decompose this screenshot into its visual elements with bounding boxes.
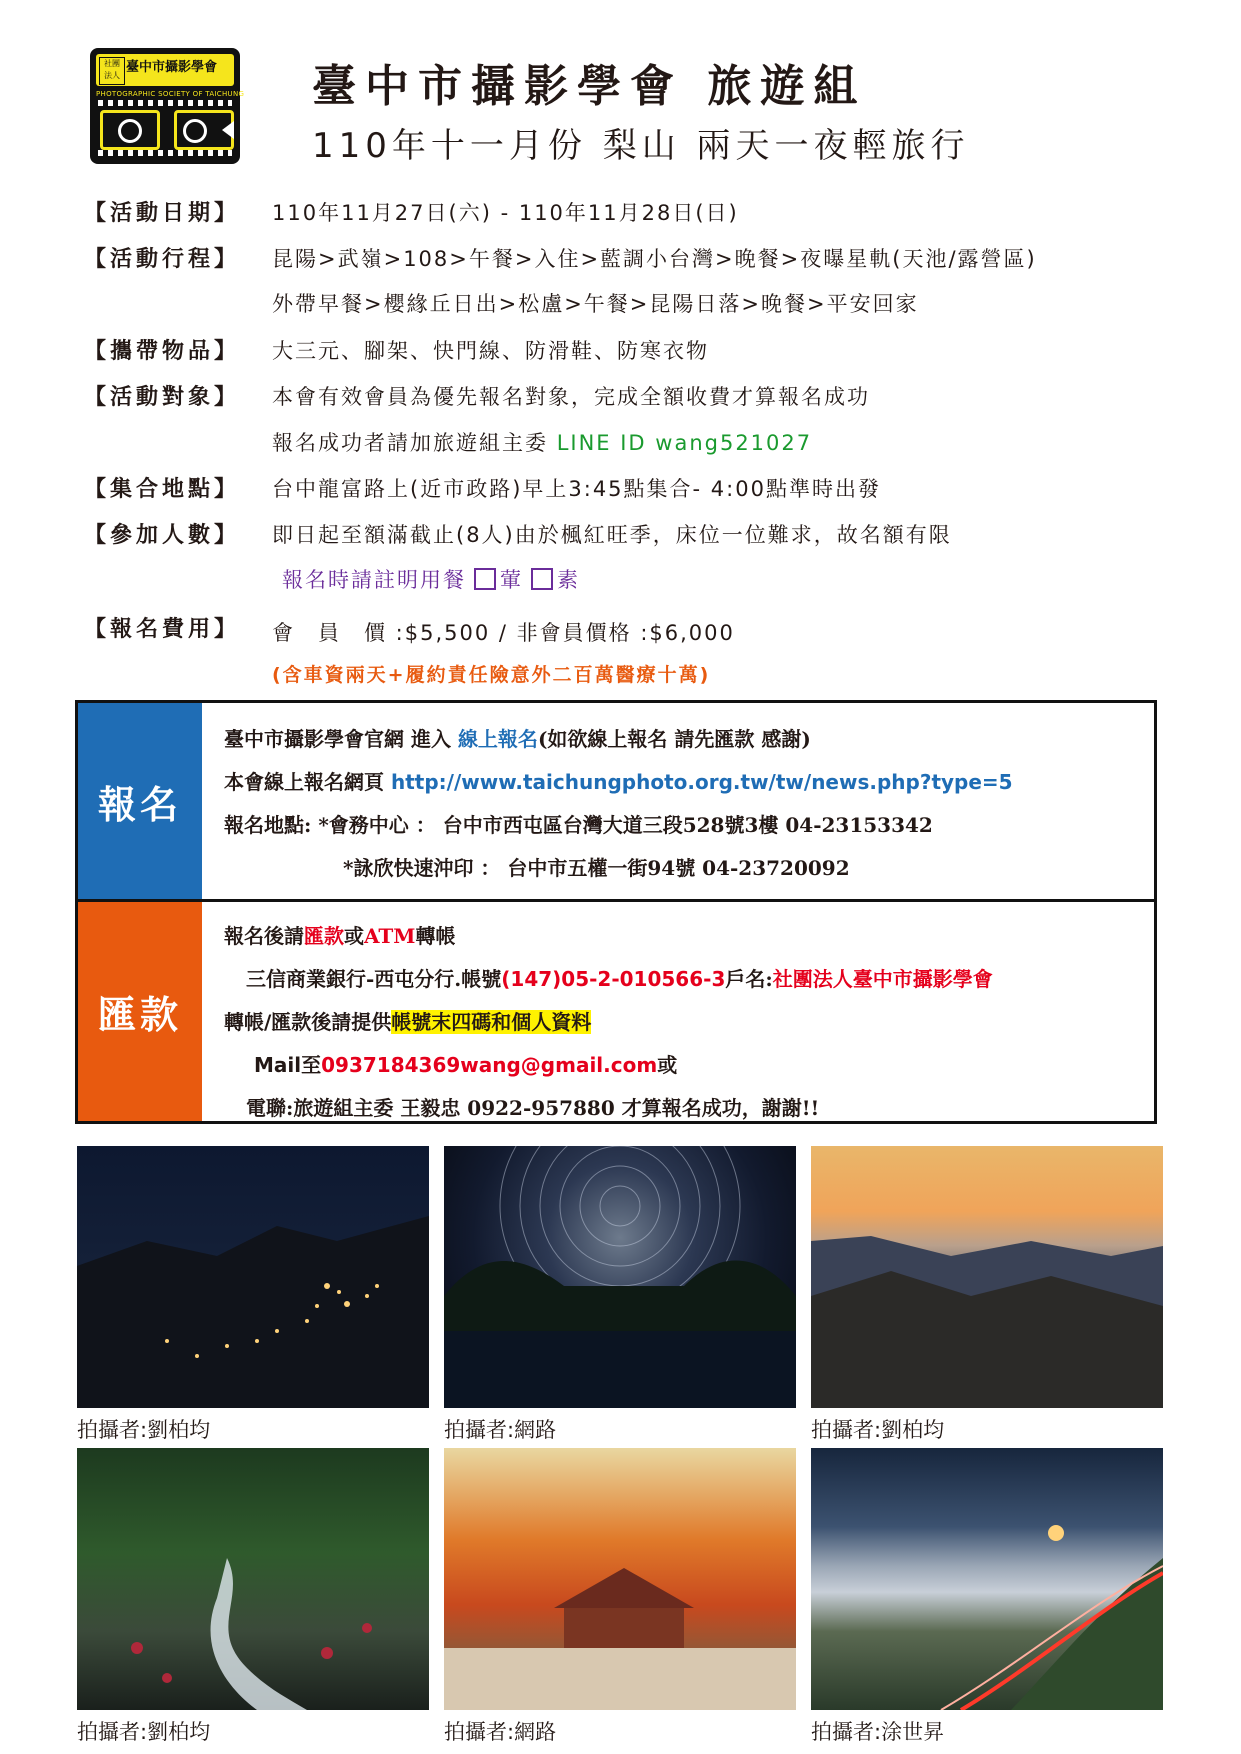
payment-line1-b: 匯款 xyxy=(304,924,344,948)
camera-icon xyxy=(100,110,160,150)
payment-tag: 匯款 xyxy=(78,902,202,1121)
payment-line3 xyxy=(224,1006,591,1035)
itinerary-label: 【活動行程】 xyxy=(84,247,241,272)
photo-star-trails xyxy=(444,1146,796,1408)
payment-line3-highlight: 帳號末四碼和個人資料 xyxy=(391,1010,592,1034)
itinerary-line1: 昆陽>武嶺>108>午餐>入住>藍調小台灣>晚餐>夜曝星軌(天池/露營區) xyxy=(272,247,1037,271)
registration-line2 xyxy=(224,766,1013,795)
payment-line4 xyxy=(254,1049,677,1078)
registration-line1-text: 臺中市攝影學會官網 進入 xyxy=(224,727,458,751)
photo-forest-stream xyxy=(77,1448,429,1710)
items-label: 【攜帶物品】 xyxy=(84,339,241,364)
payment-row xyxy=(78,902,1154,1121)
date-value: 110年11月27日(六) - 110年11月28日(日) xyxy=(272,201,739,225)
payment-line1 xyxy=(224,920,455,949)
logo-name: 臺中市攝影學會 xyxy=(126,60,218,75)
date-label: 【活動日期】 xyxy=(84,201,241,226)
photo-caption-3: 拍攝者:劉柏均 xyxy=(811,1418,945,1442)
photo-maple-cabin xyxy=(444,1448,796,1710)
headcount-label: 【參加人數】 xyxy=(84,523,241,548)
contact-email-link[interactable]: 0937184369wang@gmail.com xyxy=(321,1053,658,1077)
logo-seal: 社團 法人 xyxy=(99,57,125,85)
page-subtitle: 110年十一月份 梨山 兩天一夜輕旅行 xyxy=(312,126,970,166)
target-line2 xyxy=(272,427,812,457)
account-name-label: 戶名: xyxy=(725,967,773,991)
meeting-value: 台中龍富路上(近市政路)早上3:45點集合- 4:00點準時出發 xyxy=(272,477,881,501)
payment-line1-d: ATM xyxy=(364,924,416,948)
account-number: (147)05-2-010566-3 xyxy=(501,967,726,991)
payment-line4-a: Mail至 xyxy=(254,1053,322,1077)
meal-note-text: 報名時請註明用餐 xyxy=(282,568,466,592)
payment-line3-a: 轉帳/匯款後請提供 xyxy=(224,1010,392,1034)
registration-table xyxy=(75,700,1157,1124)
page-title: 臺中市攝影學會 旅遊組 xyxy=(312,61,867,112)
photo-caption-2: 拍攝者:網路 xyxy=(444,1418,557,1442)
payment-line4-c: 或 xyxy=(657,1053,678,1077)
photo-caption-1: 拍攝者:劉柏均 xyxy=(77,1418,211,1442)
items-value: 大三元、腳架、快門線、防滑鞋、防寒衣物 xyxy=(272,339,709,363)
registration-line1 xyxy=(224,723,811,752)
registration-tag: 報名 xyxy=(78,703,202,899)
payment-line1-e: 轉帳 xyxy=(415,924,456,948)
photo-caption-5: 拍攝者:網路 xyxy=(444,1720,557,1744)
payment-line2 xyxy=(246,963,993,992)
target-line1: 本會有效會員為優先報名對象，完成全額收費才算報名成功 xyxy=(272,385,870,409)
meal-note xyxy=(282,564,580,594)
line-id: LINE ID wang521027 xyxy=(556,431,813,455)
headcount-value: 即日起至額滿截止(8人)由於楓紅旺季，床位一位難求，故名額有限 xyxy=(272,523,952,547)
meal-option-veg: 素 xyxy=(557,568,580,592)
society-logo xyxy=(90,48,245,164)
itinerary-line2: 外帶早餐>櫻緣丘日出>松盧>午餐>昆陽日落>晚餐>平安回家 xyxy=(272,292,919,316)
film-perforation-bottom xyxy=(98,150,232,156)
meal-checkbox-meat[interactable] xyxy=(474,568,496,590)
fee-value: 會 員 價 :$5,500 / 非會員價格 :$6,000 xyxy=(272,621,735,645)
registration-line1-suffix: (如欲線上報名 請先匯款 感謝) xyxy=(537,727,811,751)
account-name: 社團法人臺中市攝影學會 xyxy=(772,967,993,991)
meeting-label: 【集合地點】 xyxy=(84,477,241,502)
meal-option-meat: 葷 xyxy=(500,568,523,592)
payment-line1-a: 報名後請 xyxy=(224,924,304,948)
fee-note: (含車資兩天+履約責任險意外二百萬醫療十萬) xyxy=(272,664,711,686)
logo-subtitle: PHOTOGRAPHIC SOCIETY OF TAICHUNG xyxy=(96,90,245,98)
video-camera-icon xyxy=(174,110,234,150)
fee-label: 【報名費用】 xyxy=(84,617,241,642)
payment-line1-c: 或 xyxy=(344,924,364,948)
film-perforation-top xyxy=(98,100,232,106)
registration-row xyxy=(78,703,1154,902)
bank-name: 三信商業銀行-西屯分行.帳號 xyxy=(246,967,502,991)
photo-caption-6: 拍攝者:涂世昇 xyxy=(811,1720,945,1744)
registration-url-link[interactable]: http://www.taichungphoto.org.tw/tw/news.php?type=5 xyxy=(390,770,1013,794)
registration-line2-text: 本會線上報名網頁 xyxy=(224,770,391,794)
registration-location-2: *詠欣快速沖印 ： 台中市五權一街94號 04-23720092 xyxy=(343,856,850,880)
photo-caption-4: 拍攝者:劉柏均 xyxy=(77,1720,211,1744)
payment-line5: 電聯:旅遊組主委 王毅忠 0922-957880 才算報名成功，謝謝!! xyxy=(246,1096,820,1120)
target-line2-text: 報名成功者請加旅遊組主委 xyxy=(272,431,557,455)
target-label: 【活動對象】 xyxy=(84,385,241,410)
photo-sea-of-clouds xyxy=(811,1448,1163,1710)
meal-checkbox-veg[interactable] xyxy=(531,568,553,590)
registration-location-1: 報名地點: *會務中心 ： 台中市西屯區台灣大道三段528號3樓 04-23153342 xyxy=(224,813,933,837)
online-registration-link[interactable]: 線上報名 xyxy=(457,727,538,751)
photo-night-village xyxy=(77,1146,429,1408)
photo-sunset-mountains xyxy=(811,1146,1163,1408)
